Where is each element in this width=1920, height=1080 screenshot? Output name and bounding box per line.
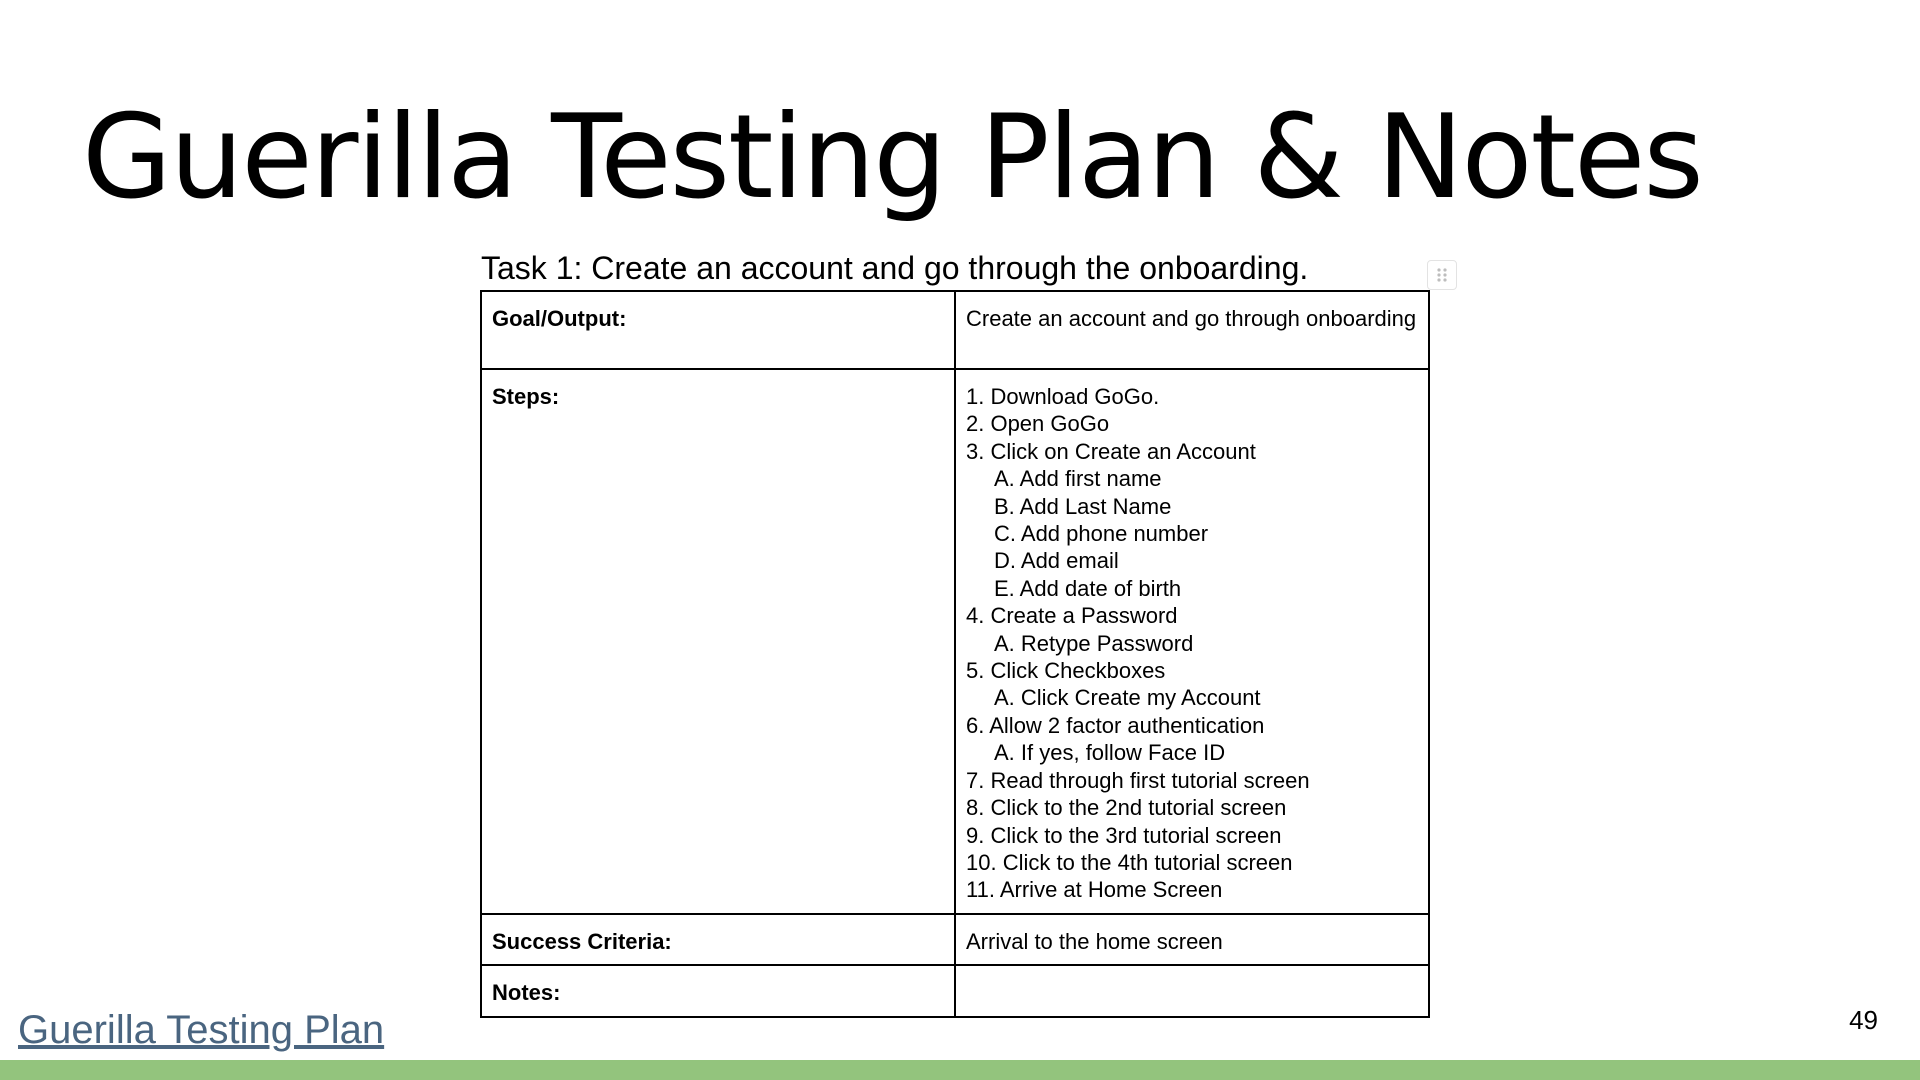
- goal-label: Goal/Output:: [481, 291, 955, 369]
- substep-item: E. Add date of birth: [994, 575, 1182, 601]
- substep-item: B. Add Last Name: [994, 493, 1172, 519]
- page-number: 49: [1849, 1005, 1878, 1035]
- substep-item: A. Retype Password: [994, 630, 1194, 656]
- substeps-list: [966, 465, 1418, 602]
- table-row-goal: [481, 291, 1429, 369]
- step-item: [966, 712, 1418, 767]
- bottom-accent-bar: [0, 1060, 1920, 1080]
- step-text: 3. Click on Create an Account: [966, 438, 1256, 464]
- step-item: [966, 602, 1418, 657]
- substeps-list: [966, 684, 1418, 711]
- step-text: 6. Allow 2 factor authentication: [966, 712, 1265, 738]
- step-text: 2. Open GoGo: [966, 411, 1110, 437]
- steps-cell: [955, 369, 1429, 914]
- step-item: [966, 767, 1418, 794]
- step-text: 1. Download GoGo.: [966, 384, 1160, 409]
- substep-item: A. Add first name: [994, 466, 1162, 492]
- goal-value: Create an account and go through onboarding: [955, 291, 1429, 369]
- step-item: [966, 383, 1418, 410]
- success-value: Arrival to the home screen: [955, 914, 1429, 965]
- step-item: [966, 876, 1418, 903]
- notes-label: Notes:: [481, 965, 955, 1016]
- substeps-list: [966, 630, 1418, 657]
- step-text: 9. Click to the 3rd tutorial screen: [966, 822, 1282, 848]
- drag-handle-icon[interactable]: [1427, 260, 1457, 290]
- step-text: 10. Click to the 4th tutorial screen: [966, 849, 1293, 875]
- task-heading: Task 1: Create an account and go through the onboarding.: [481, 250, 1309, 286]
- substep-item: D. Add email: [994, 548, 1119, 574]
- steps-label: Steps:: [481, 369, 955, 914]
- step-item: [966, 438, 1418, 602]
- table-row-steps: [481, 369, 1429, 914]
- table-row-notes: [481, 965, 1429, 1016]
- step-item: [966, 822, 1418, 849]
- substep-item: A. Click Create my Account: [994, 685, 1261, 711]
- step-text: 7. Read through first tutorial screen: [966, 767, 1310, 793]
- step-text: 11. Arrive at Home Screen: [966, 877, 1223, 903]
- testing-plan-table: [480, 290, 1430, 1018]
- slide-title: Guerilla Testing Plan & Notes: [82, 90, 1702, 225]
- success-label: Success Criteria:: [481, 914, 955, 965]
- table-row-success: [481, 914, 1429, 965]
- substep-item: A. If yes, follow Face ID: [994, 740, 1226, 766]
- step-text: 5. Click Checkboxes: [966, 658, 1166, 684]
- step-item: [966, 849, 1418, 876]
- step-item: [966, 410, 1418, 437]
- guerilla-testing-plan-link[interactable]: Guerilla Testing Plan: [18, 1008, 385, 1052]
- step-text: 4. Create a Password: [966, 603, 1178, 629]
- substep-item: C. Add phone number: [994, 521, 1209, 547]
- step-item: [966, 794, 1418, 821]
- steps-list: [966, 383, 1418, 904]
- notes-value: [955, 965, 1429, 1016]
- step-item: [966, 657, 1418, 712]
- step-text: 8. Click to the 2nd tutorial screen: [966, 795, 1287, 821]
- substeps-list: [966, 739, 1418, 766]
